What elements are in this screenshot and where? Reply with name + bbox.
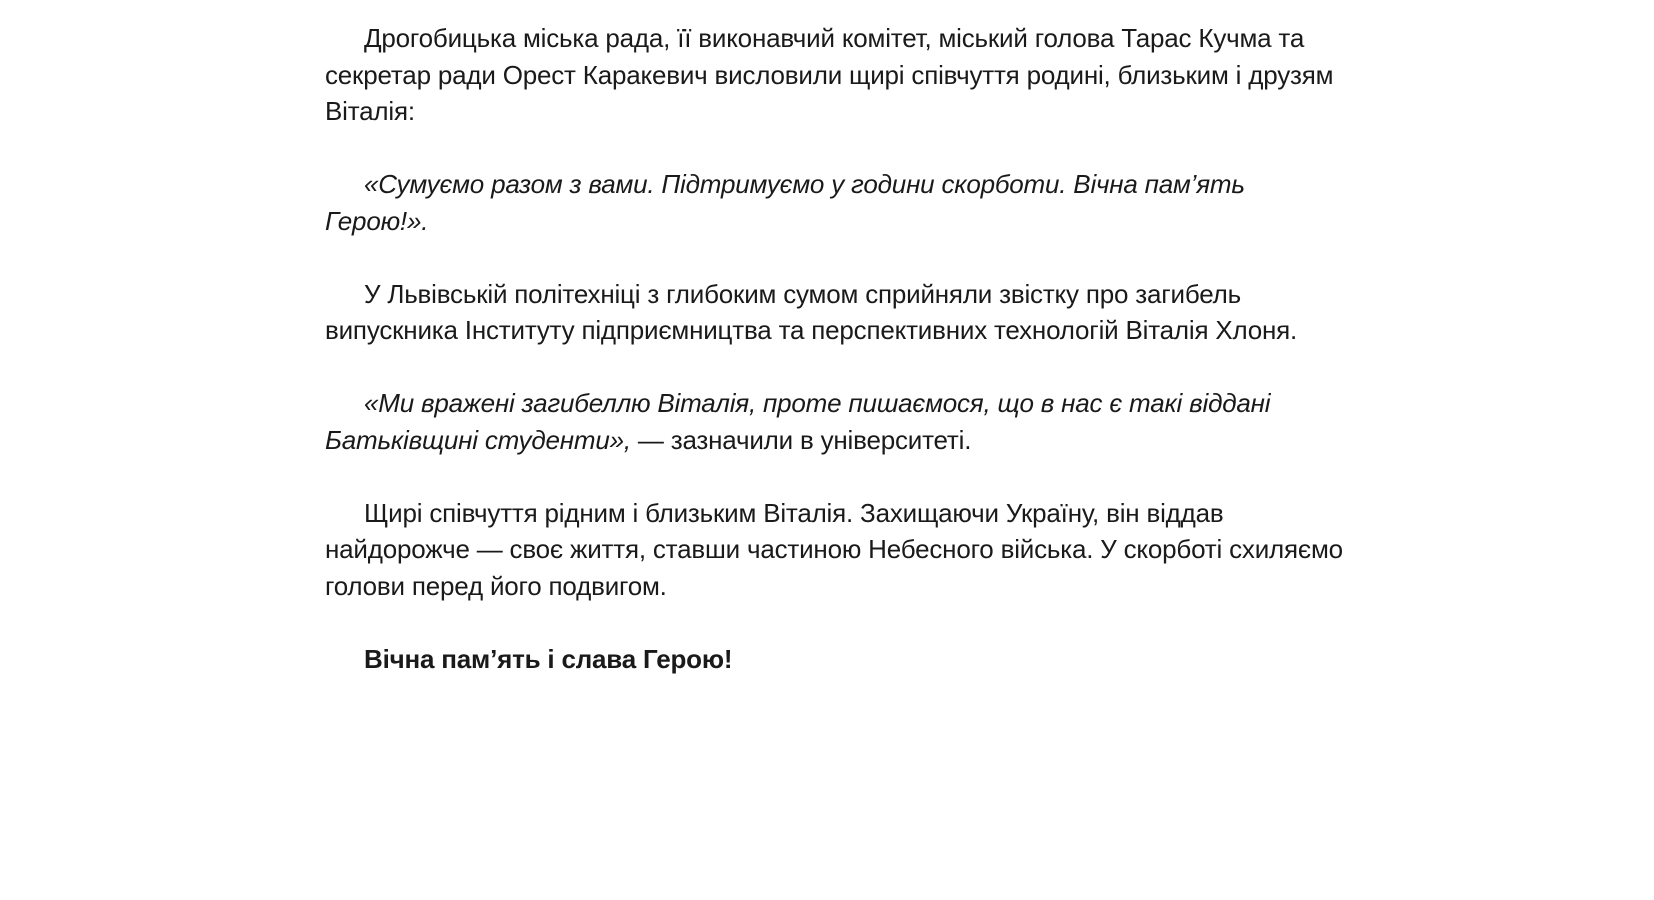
polytechnic-paragraph: У Львівській політехніці з глибоким сумом сприйняли звістку про загибель випускника Інституту підприємництва та перспективних технологій Віталія Хлоня.: [325, 278, 1298, 345]
university-quote: «Ми вражені загибеллю Віталія, проте пишаємося, що в нас є такі віддані Батьківщині студенти»,: [325, 388, 1271, 455]
university-quote-paragraph: [325, 385, 1355, 458]
condolence-paragraph-city-council: Дрогобицька міська рада, її виконавчий комітет, міський голова Тарас Кучма та секретар ради Орест Каракевич висловили щирі співчуття родині, близьким і друзям Віталія:: [325, 23, 1334, 126]
condolence-paragraph: Щирі співчуття рідним і близьким Віталія. Захищаючи Україну, він віддав найдорожче — своє життя, ставши частиною Небесного війська. У скорботі схиляємо голови перед його подвигом.: [325, 497, 1343, 601]
city-council-quote: «Сумуємо разом з вами. Підтримуємо у години скорботи. Вічна пам’ять Герою!».: [325, 169, 1245, 236]
university-quote-attribution: — зазначили в університеті.: [630, 424, 972, 455]
closing-line: Вічна пам’ять і слава Герою!: [364, 643, 733, 674]
article-body: [325, 20, 1355, 714]
